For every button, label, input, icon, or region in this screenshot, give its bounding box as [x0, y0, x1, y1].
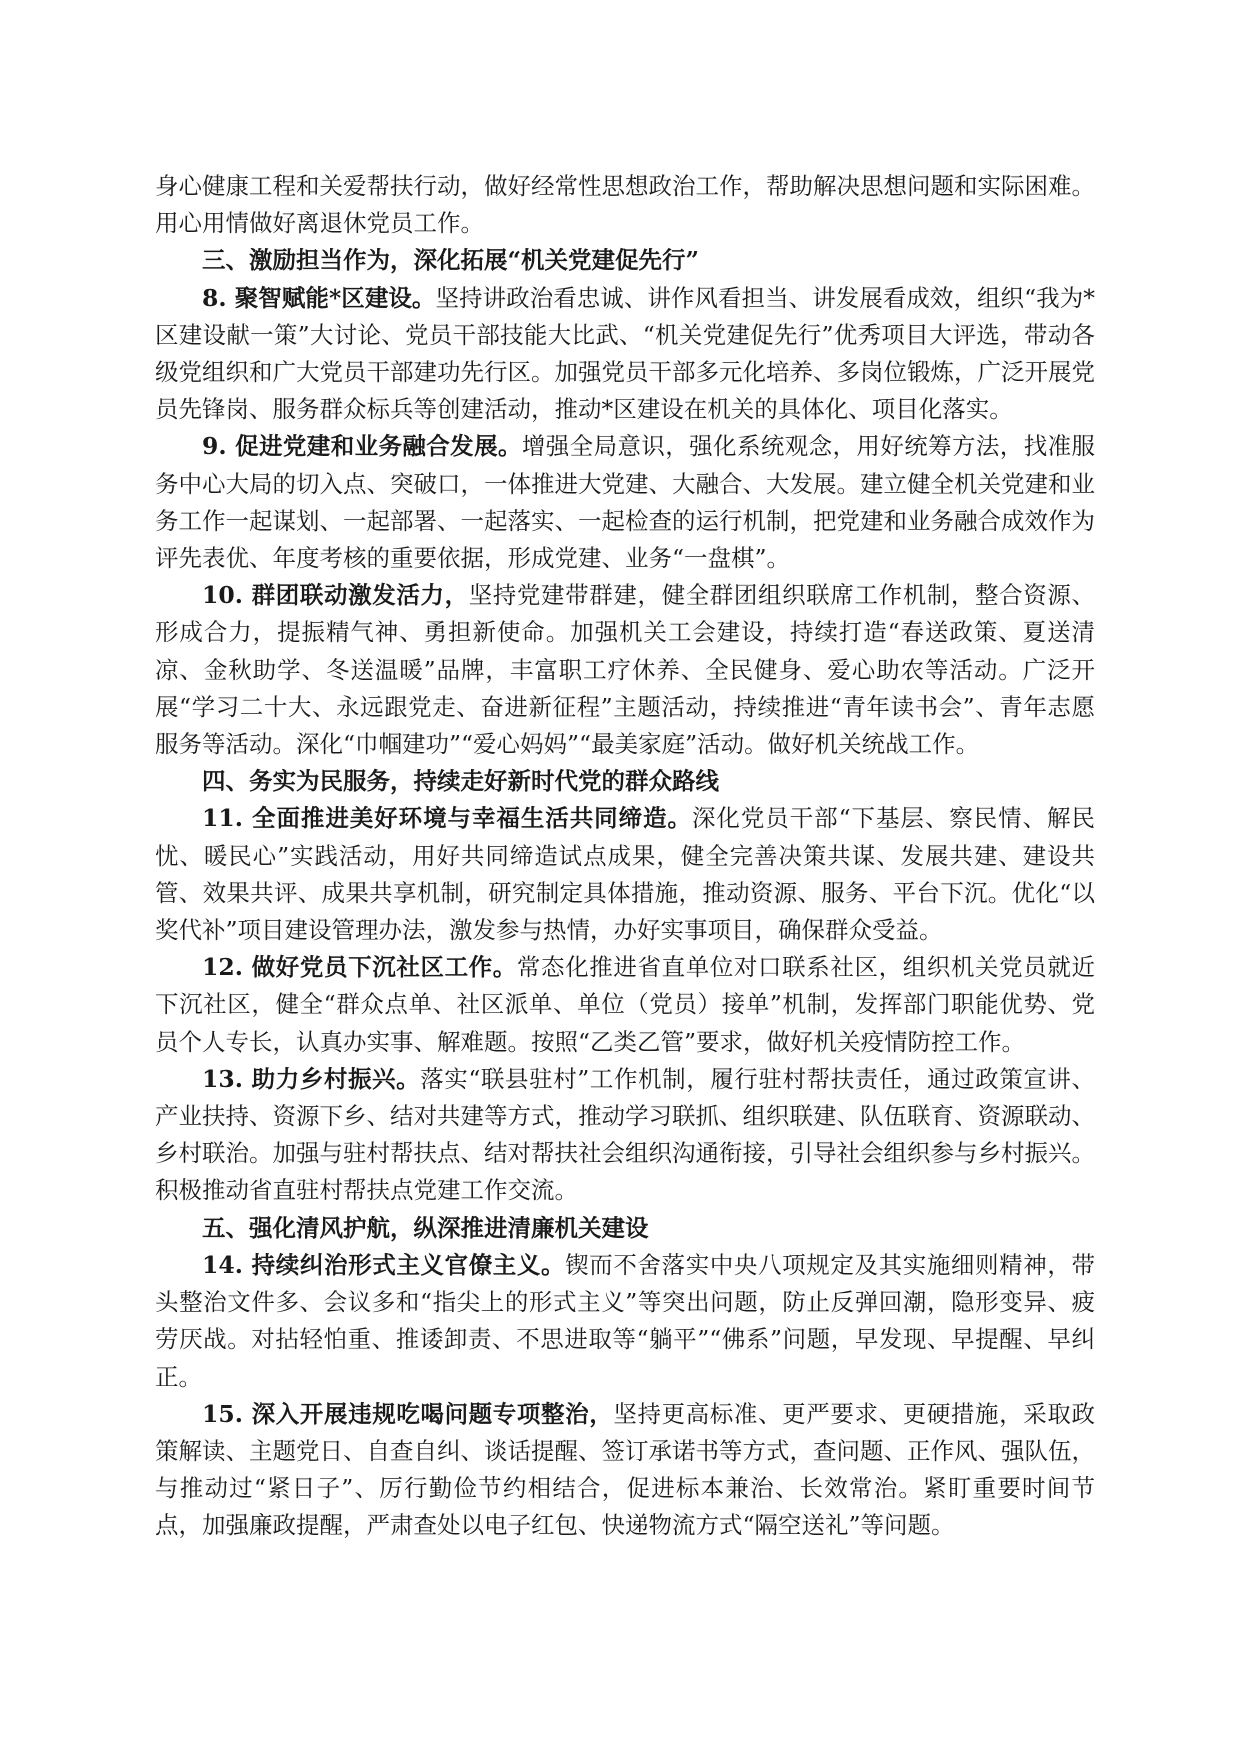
paragraph-text: 坚持讲政治看忠诚、讲作风看担当、讲发展看成效，组织“我为*区建设献一策”大讨论、党员干部技能大比武、“机关党建促先行”优秀项目大评选，带动各级党组织和广大党员干部建功先行区。加强党员干部多元化培养、多岗位锻炼，广泛开展党员先锋岗、服务群众标兵等创建活动，推动*区建设在机关的具体化、项目化落实。 [155, 283, 1095, 424]
paragraph-text: 坚持党建带群建，健全群团组织联席工作机制，整合资源、形成合力，提振精气神、勇担新使命。加强机关工会建设，持续打造“春送政策、夏送清凉、金秋助学、冬送温暖”品牌，丰富职工疗休养、全民健身、爱心助农等活动。广泛开展“学习二十大、永远跟党走、奋进新征程”主题活动，持续推进“青年读书会”、青年志愿服务等活动。深化“巾帼建功”“爱心妈妈”“最美家庭”活动。做好机关统战工作。 [155, 581, 1095, 759]
paragraph-text: 坚持更高标准、更严要求、更硬措施，采取政策解读、主题党日、自查自纠、谈话提醒、签订承诺书等方式，查问题、正作风、强队伍，与推动过“紧日子”、厉行勤俭节约相结合，促进标本兼治、长效常治。紧盯重要时间节点，加强廉政提醒，严肃查处以电子红包、快递物流方式“隔空送礼”等问题。 [155, 1399, 1095, 1540]
section-heading: 五、强化清风护航，纵深推进清廉机关建设 [202, 1213, 649, 1242]
paragraph-text: 深化党员干部“下基层、察民情、解民忧、暖民心”实践活动，用好共同缔造试点成果，健全完善决策共谋、发展共建、建设共管、效果共评、成果共享机制，研究制定具体措施，推动资源、服务、平台下沉。优化“以奖代补”项目建设管理办法，激发参与热情，办好实事项目，确保群众受益。 [155, 804, 1095, 945]
item-lead-title: 11. 全面推进美好环境与幸福生活共同缔造。 [202, 804, 692, 833]
body-paragraph [155, 280, 1095, 429]
body-paragraph [155, 577, 1095, 763]
body-paragraph [155, 1396, 1095, 1545]
body-paragraph [155, 1247, 1095, 1396]
body-paragraph [155, 800, 1095, 949]
item-lead-title: 12. 做好党员下沉社区工作。 [202, 953, 517, 982]
section-heading: 三、激励担当作为，深化拓展“机关党建促先行” [202, 246, 700, 275]
paragraph-text: 增强全局意识，强化系统观念，用好统筹方法，找准服务中心大局的切入点、突破口，一体推进大党建、大融合、大发展。建立健全机关党建和业务工作一起谋划、一起部署、一起落实、一起检查的运行机制，把党建和业务融合成效作为评先表优、年度考核的重要依据，形成党建、业务“一盘棋”。 [155, 432, 1095, 573]
item-lead-title: 8. 聚智赋能*区建设。 [202, 283, 436, 312]
item-lead-title: 15. 深入开展违规吃喝问题专项整治， [202, 1399, 614, 1428]
paragraph-text: 落实“联县驻村”工作机制，履行驻村帮扶责任，通过政策宣讲、产业扶持、资源下乡、结对共建等方式，推动学习联抓、组织联建、队伍联育、资源联动、乡村联治。加强与驻村帮扶点、结对帮扶社会组织沟通衔接，引导社会组织参与乡村振兴。积极推动省直驻村帮扶点党建工作交流。 [155, 1064, 1095, 1205]
body-paragraph [155, 1061, 1095, 1210]
body-paragraph [155, 168, 1095, 242]
body-paragraph [155, 428, 1095, 577]
item-lead-title: 14. 持续纠治形式主义官僚主义。 [202, 1250, 566, 1279]
paragraph-text: 锲而不舍落实中央八项规定及其实施细则精神，带头整治文件多、会议多和“指尖上的形式主义”等突出问题，防止反弹回潮，隐形变异、疲劳厌战。对拈轻怕重、推诿卸责、不思进取等“躺平”“佛系”问题，早发现、早提醒、早纠正。 [155, 1250, 1095, 1391]
item-lead-title: 13. 助力乡村振兴。 [202, 1064, 421, 1093]
item-lead-title: 10. 群团联动激发活力， [202, 581, 469, 610]
section-heading: 四、务实为民服务，持续走好新时代党的群众路线 [202, 767, 719, 796]
body-paragraph [155, 949, 1095, 1061]
paragraph-text: 常态化推进省直单位对口联系社区，组织机关党员就近下沉社区，健全“群众点单、社区派单、单位（党员）接单”机制，发挥部门职能优势、党员个人专长，认真办实事、解难题。按照“乙类乙管”要求，做好机关疫情防控工作。 [155, 953, 1095, 1056]
document-page [155, 168, 1095, 1545]
paragraph-text: 身心健康工程和关爱帮扶行动，做好经常性思想政治工作，帮助解决思想问题和实际困难。用心用情做好离退休党员工作。 [155, 172, 1095, 238]
item-lead-title: 9. 促进党建和业务融合发展。 [202, 432, 522, 461]
